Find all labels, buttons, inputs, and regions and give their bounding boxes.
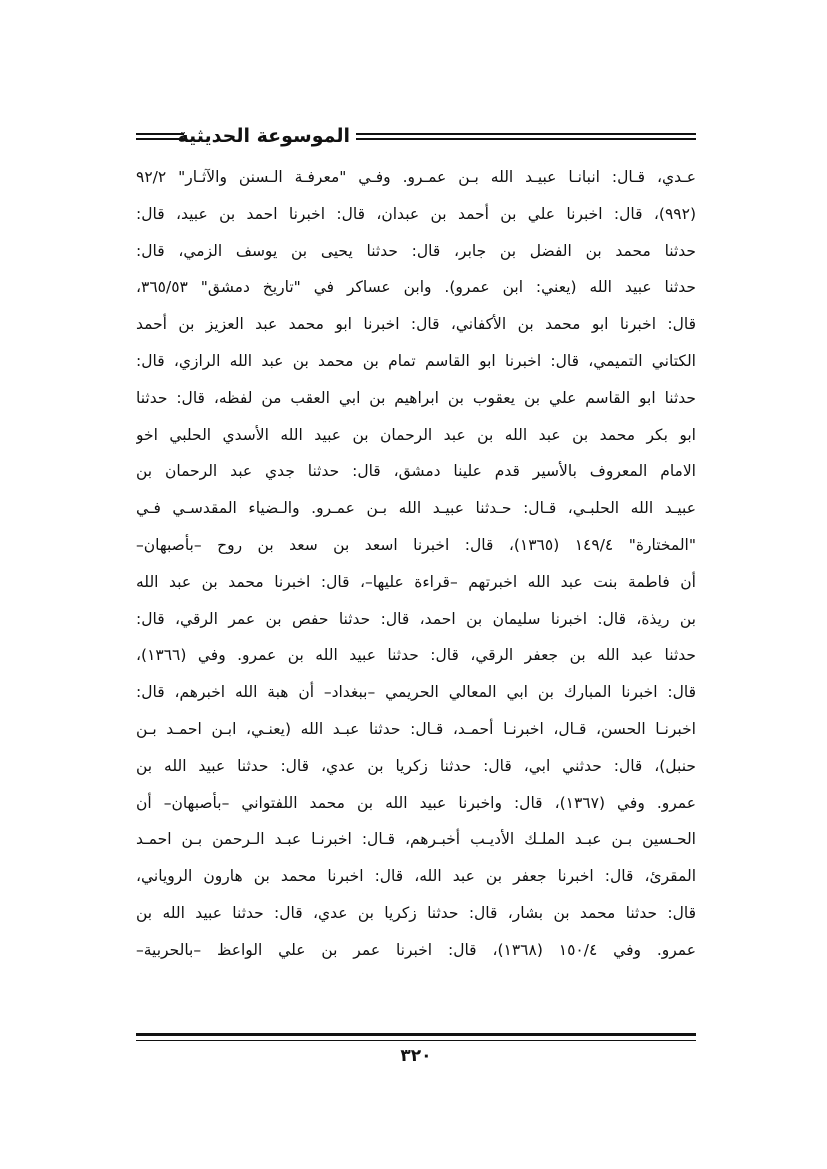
text-line: عمرو. وفي (١٣٦٧)، قال: واخبرنا عبيد الله بن محمد اللفتواني –بأصبهان– أن bbox=[136, 793, 696, 812]
text-line: ابو بكر محمد بن عبد الله بن عبد الرحمان بن عبيد الله الأسدي الحلبي اخو bbox=[136, 425, 696, 444]
text-line: عمرو. وفي ١٥٠/٤ (١٣٦٨)، قال: اخبرنا عمر بن علي الواعظ –بالحربية– bbox=[136, 940, 696, 959]
text-line: اخبرنـا الحسن، قـال، اخبرنـا أحمـد، قـال: حدثنا عبـد الله (يعنـي، ابـن احمـد بـن bbox=[136, 719, 696, 738]
page-number: ٣٢٠ bbox=[400, 1046, 432, 1066]
body-text bbox=[136, 159, 696, 969]
text-line: بن ريذة، قال: اخبرنا سليمان بن احمد، قال: حدثنا حفص بن عمر الرقي، قال: bbox=[136, 609, 696, 628]
text-line: عـدي، قـال: انبانـا عبيـد الله بـن عمـرو. وفـي "معرفـة الـسنن والآثـار" ٩٢/٢ bbox=[136, 168, 696, 186]
text-line: الكتاني التميمي، قال: اخبرنا ابو القاسم تمام بن محمد بن عبد الله الرازي، قال: bbox=[136, 351, 696, 370]
text-line: الامام المعروف بالأسير قدم علينا دمشق، قال: حدثنا جدي عبد الرحمان بن bbox=[136, 462, 696, 481]
header-rule-left bbox=[136, 133, 184, 140]
text-line: الحـسين بـن عبـد الملـك الأديـب أخبـرهم، قـال: اخبرنـا عبـد الـرحمن بـن احمـد bbox=[136, 830, 696, 849]
text-line: حدثنا عبد الله بن جعفر الرقي، قال: حدثنا عبيد الله بن عمرو. وفي (١٣٦٦)، bbox=[136, 646, 696, 665]
text-line: "المختارة" ١٤٩/٤ (١٣٦٥)، قال: اخبرنا اسعد بن سعد بن روح –بأصبهان– bbox=[136, 535, 696, 554]
text-line: قال: حدثنا محمد بن بشار، قال: حدثنا زكريا بن عدي، قال: حدثنا عبيد الله بن bbox=[136, 903, 696, 922]
footer-rule bbox=[136, 1033, 696, 1041]
text-line: حدثنا ابو القاسم علي بن يعقوب بن ابراهيم بن ابي العقب من لفظه، قال: حدثنا bbox=[136, 388, 696, 407]
page-title: الموسوعة الحديثية bbox=[177, 125, 350, 147]
text-line: حدثنا محمد بن الفضل بن جابر، قال: حدثنا يحيى بن يوسف الزمي، قال: bbox=[136, 241, 696, 260]
text-line: المقرئ، قال: اخبرنا جعفر بن عبد الله، قال: اخبرنا محمد بن هارون الروياني، bbox=[136, 867, 696, 886]
text-line: (٩٩٢)، قال: اخبرنا علي بن أحمد بن عبدان، قال: اخبرنا احمد بن عبيد، قال: bbox=[136, 204, 696, 223]
text-line: عبيـد الله الحلبـي، قـال: حـدثنا عبيـد الله بـن عمـرو. والـضياء المقدسـي فـي bbox=[136, 499, 696, 518]
text-line: قال: اخبرنا ابو محمد بن الأكفاني، قال: اخبرنا ابو محمد عبد العزيز بن أحمد bbox=[136, 315, 696, 334]
page-header bbox=[136, 122, 696, 158]
text-line: حدثنا عبيد الله (يعني: ابن عمرو). وابن عساكر في "تاريخ دمشق" ٣٦٥/٥٣، bbox=[136, 278, 696, 297]
header-rule-right bbox=[356, 133, 696, 140]
text-line: أن فاطمة بنت عبد الله اخبرتهم –قراءة عليها–، قال: اخبرنا محمد بن عبد الله bbox=[136, 572, 696, 591]
text-line: حنبل)، قال: حدثني ابي، قال: حدثنا زكريا بن عدي، قال: حدثنا عبيد الله بن bbox=[136, 756, 696, 775]
text-line: قال: اخبرنا المبارك بن ابي المعالي الحريمي –ببغداد– أن هبة الله اخبرهم، قال: bbox=[136, 683, 696, 702]
